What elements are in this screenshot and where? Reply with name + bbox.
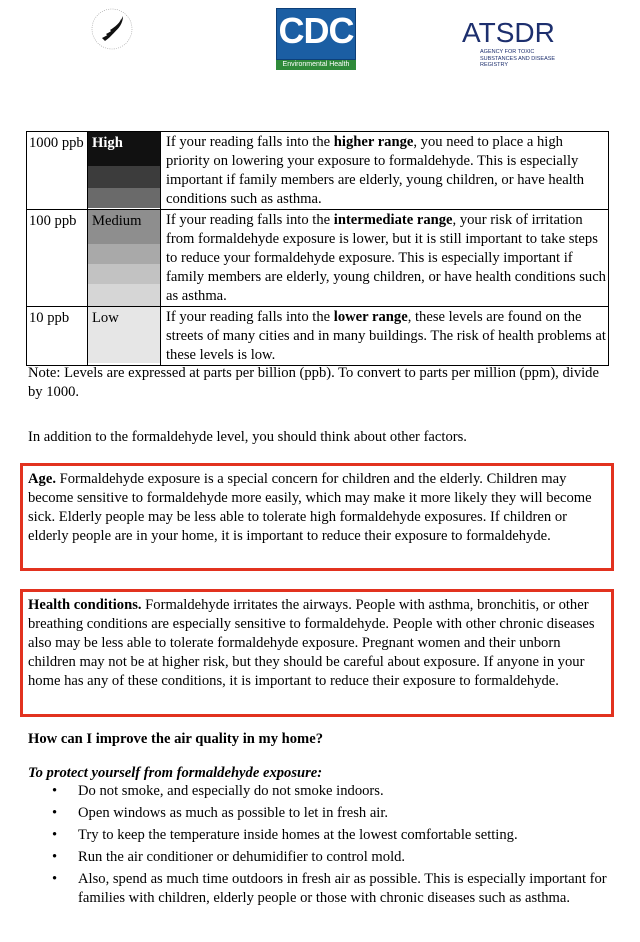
age-title: Age. [28,471,56,487]
cdc-logo-subtitle: Environmental Health [276,60,356,70]
list-item [46,870,616,908]
atsdr-logo-subtitle: AGENCY FOR TOXIC SUBSTANCES AND DISEASE REGISTRY [480,49,556,68]
shade-band [88,284,160,306]
cdc-logo [276,8,356,70]
bullet-icon: • [52,827,58,843]
shade-band [88,166,160,188]
table-row-low [27,307,609,366]
formaldehyde-levels-table [26,131,609,366]
list-item [46,826,616,845]
level-label: High [92,135,123,151]
bullet-icon: • [52,783,58,799]
desc-text: If your reading falls into the [166,309,334,325]
tip-text: Do not smoke, and especially do not smoke indoors. [78,783,384,799]
level-label: Low [92,310,119,326]
desc-text: If your reading falls into the [166,134,334,150]
desc-text: , you need to place a high priority on lowering your exposure to formaldehyde. This is especially important if family members are elderly, young children, or have health conditions such as asthma. [166,134,585,207]
desc-emphasis: higher range [333,134,414,150]
atsdr-logo [462,18,572,68]
bullet-icon: • [52,849,58,865]
units-note: Note: Levels are expressed at parts per billion (ppb). To convert to parts per million (ppm), divide by 1000. [28,365,599,400]
hhs-seal-icon [88,5,136,53]
age-text: Formaldehyde exposure is a special concern for children and the elderly. Children may become sensitive to formaldehyde more easily, which may make it more likely they will become sick. Elderly people may be less able to tolerate high formaldehyde exposures. If children or elderly people are in your home, it is important to reduce their exposure to formaldehyde. [28,471,592,544]
health-callout [20,589,614,717]
header-logos [0,0,640,80]
shade-band [88,244,160,264]
level-cell: 1000 ppb [27,132,88,210]
atsdr-logo-text: ATSDR [462,17,555,48]
tip-text: Also, spend as much time outdoors in fresh air as possible. This is especially important for families with children, elderly people or those with chronic diseases such as asthma. [78,871,607,906]
list-item [46,848,616,867]
cdc-logo-text: CDC [278,10,354,51]
desc-text: If your reading falls into the [166,212,334,228]
level-description [161,307,609,366]
swatch-high [88,132,161,210]
tips-list [46,782,616,911]
list-item [46,804,616,823]
swatch-medium [88,210,161,307]
level-cell: 10 ppb [27,307,88,366]
table-row-high [27,132,609,210]
shade-band [88,264,160,284]
desc-text: , these levels are found on the streets of many cities and in many buildings. The risk of health problems at these levels is low. [166,309,606,363]
desc-emphasis: intermediate range [333,212,453,228]
age-callout [20,463,614,571]
health-text: Formaldehyde irritates the airways. People with asthma, bronchitis, or other breathing conditions are especially sensitive to formaldehyde. People with other chronic diseases also may be less able to tolerate formaldehyde exposure. Pregnant women and their unborn children may not be at higher risk, but they should be careful about exposure. If anyone in your home has any of these conditions, it is important to reduce their exposure to formaldehyde. [28,597,595,689]
tip-text: Try to keep the temperature inside homes at the lowest comfortable setting. [78,827,518,843]
level-cell: 100 ppb [27,210,88,307]
level-label: Medium [92,213,142,229]
bullet-icon: • [52,871,58,887]
intro-paragraph: In addition to the formaldehyde level, you should think about other factors. [28,429,467,445]
tip-text: Run the air conditioner or dehumidifier to control mold. [78,849,406,865]
tip-text: Open windows as much as possible to let in fresh air. [78,805,389,821]
bullet-icon: • [52,805,58,821]
health-title: Health conditions. [28,597,142,613]
desc-emphasis: lower range [333,309,408,325]
level-description [161,132,609,210]
shade-band [88,188,160,208]
swatch-low [88,307,161,366]
level-description [161,210,609,307]
desc-text: , your risk of irritation from formaldehyde exposure is lower, but it is still important to take steps to reduce your formaldehyde exposure. This is especially important if family members are elderly, young children, or have health conditions such as asthma. [166,212,606,304]
section-heading: How can I improve the air quality in my home? [28,731,323,747]
tips-subheading: To protect yourself from formaldehyde exposure: [28,765,323,781]
table-row-medium [27,210,609,307]
list-item [46,782,616,801]
